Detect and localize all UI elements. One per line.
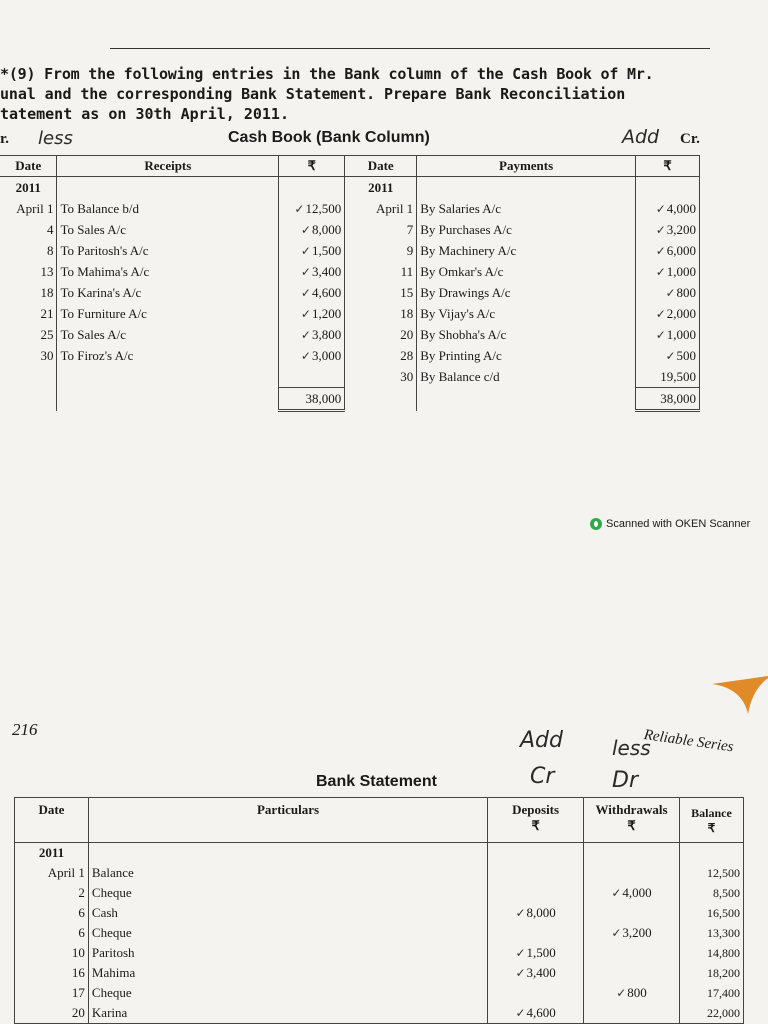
bs-deposits-header [488, 798, 584, 843]
cash-book-header-row [0, 156, 700, 177]
receipt-amount-tick-icon: ✓ [300, 327, 311, 342]
bs-withdrawals [584, 963, 680, 983]
payment-amount: 19,500 [636, 366, 700, 388]
receipt-particulars: To Furniture A/c [57, 303, 279, 324]
balance-label: Balance [691, 806, 732, 820]
scanner-watermark [590, 518, 750, 530]
payment-amount: 3,200 [666, 221, 696, 237]
bs-withdrawals-value: 4,000 [622, 885, 652, 900]
payment-amount: 4,000 [666, 200, 696, 216]
payment-amount: 500 [676, 347, 696, 363]
table-row [0, 240, 700, 261]
receipt-date: 4 [46, 221, 54, 237]
withdrawals-currency: ₹ [627, 818, 636, 833]
payment-amount-header: ₹ [636, 156, 700, 177]
less-annotation-top: less [38, 128, 73, 149]
table-row [0, 324, 700, 345]
cr-label: Cr. [680, 131, 700, 147]
payment-year: 2011 [345, 177, 417, 199]
bs-withdrawals [584, 943, 680, 963]
receipt-amount-tick-icon: ✓ [300, 243, 311, 258]
receipt-date: April 1 [16, 200, 54, 216]
bs-deposits [488, 983, 584, 1003]
table-row [0, 303, 700, 324]
bs-withdrawals-tick-icon: ✓ [616, 986, 627, 1000]
receipt-particulars: To Firoz's A/c [57, 345, 279, 366]
add-annotation-top: Add [622, 126, 660, 148]
receipt-particulars: To Sales A/c [57, 324, 279, 345]
scanner-label: Scanned with OKEN Scanner [606, 518, 751, 530]
payment-particulars: By Printing A/c [417, 345, 636, 366]
receipt-amount: 8,000 [311, 221, 342, 237]
bs-withdrawals-value: 800 [627, 985, 647, 1000]
receipt-year: 2011 [15, 179, 41, 195]
receipt-date: 30 [40, 347, 54, 363]
payment-amount: 6,000 [666, 242, 696, 258]
bs-balance-header [680, 798, 744, 843]
payment-amount-tick-icon: ✓ [665, 285, 676, 300]
bs-deposits-tick-icon: ✓ [515, 966, 526, 980]
bs-deposits [488, 863, 584, 883]
bs-balance: 8,500 [680, 883, 744, 903]
receipt-date: 25 [40, 326, 54, 342]
bs-balance: 17,400 [680, 983, 744, 1003]
add-annotation-bottom: Add [520, 728, 563, 753]
table-row [15, 863, 744, 883]
bs-withdrawals [584, 883, 680, 903]
receipt-amount: 3,000 [311, 347, 342, 363]
receipt-amount-tick-icon: ✓ [300, 222, 311, 237]
payment-amount: 2,000 [666, 305, 696, 321]
receipt-particulars: To Mahima's A/c [57, 261, 279, 282]
table-row [0, 345, 700, 366]
table-row [15, 983, 744, 1003]
payment-amount: 1,000 [666, 326, 696, 342]
bs-deposits [488, 963, 584, 983]
bs-balance: 12,500 [680, 863, 744, 883]
payment-date: 20 [345, 324, 417, 345]
bank-statement-header-row [15, 798, 744, 843]
bs-balance: 14,800 [680, 943, 744, 963]
receipt-date: 18 [40, 284, 54, 300]
receipt-particulars: To Karina's A/c [57, 282, 279, 303]
bs-particulars-header: Particulars [88, 798, 487, 843]
receipt-amount-tick-icon: ✓ [300, 285, 311, 300]
bs-withdrawals-value: 3,200 [622, 925, 652, 940]
bs-date: 10 [71, 945, 85, 960]
table-row [0, 261, 700, 282]
bs-particulars: Cash [88, 903, 487, 923]
bs-date: 6 [78, 925, 85, 940]
payment-particulars: By Vijay's A/c [417, 303, 636, 324]
question-line-1: *(9) From the following entries in the Bank column of the Cash Book of Mr. [0, 65, 654, 83]
receipt-amount: 12,500 [305, 200, 342, 216]
payment-date: 28 [345, 345, 417, 366]
page-number: 216 [12, 720, 38, 739]
bs-date: 2 [78, 885, 85, 900]
receipt-date: 8 [46, 242, 54, 258]
bs-withdrawals-header [584, 798, 680, 843]
bs-withdrawals [584, 983, 680, 1003]
payment-amount: 800 [676, 284, 696, 300]
receipts-total: 38,000 [279, 388, 345, 411]
bs-particulars: Cheque [88, 883, 487, 903]
payment-amount-tick-icon: ✓ [655, 222, 666, 237]
payment-particulars: By Machinery A/c [417, 240, 636, 261]
bs-deposits [488, 903, 584, 923]
payment-amount-tick-icon: ✓ [655, 243, 666, 258]
payment-date: 18 [345, 303, 417, 324]
oken-logo-icon [590, 518, 602, 530]
receipt-amount-tick-icon: ✓ [300, 264, 311, 279]
receipt-particulars: To Sales A/c [57, 219, 279, 240]
cash-book-title: Cash Book (Bank Column) [228, 129, 430, 146]
table-row [0, 198, 700, 219]
dr-label: r. [0, 131, 10, 147]
deposits-currency: ₹ [531, 818, 540, 833]
payment-date: 7 [345, 219, 417, 240]
payments-header: Payments [417, 156, 636, 177]
table-row [15, 883, 744, 903]
receipt-amount: 1,200 [311, 305, 342, 321]
bs-date: 17 [71, 985, 85, 1000]
table-row [0, 366, 700, 388]
bs-withdrawals-tick-icon: ✓ [611, 926, 622, 940]
payment-particulars: By Balance c/d [417, 366, 636, 388]
payment-amount-tick-icon: ✓ [665, 348, 676, 363]
bs-withdrawals [584, 903, 680, 923]
table-row [0, 177, 700, 199]
payment-particulars: By Omkar's A/c [417, 261, 636, 282]
table-row [15, 903, 744, 923]
bs-deposits [488, 923, 584, 943]
bs-deposits-tick-icon: ✓ [515, 1006, 526, 1020]
receipt-amount: 4,600 [311, 284, 342, 300]
receipts-header: Receipts [57, 156, 279, 177]
table-row [15, 943, 744, 963]
bs-deposits-tick-icon: ✓ [515, 946, 526, 960]
receipt-date: 21 [40, 305, 54, 321]
payment-amount-tick-icon: ✓ [655, 264, 666, 279]
payment-particulars: By Purchases A/c [417, 219, 636, 240]
receipt-amount-tick-icon: ✓ [300, 306, 311, 321]
bs-particulars: Mahima [88, 963, 487, 983]
payment-particulars: By Salaries A/c [417, 198, 636, 219]
receipt-particulars: To Paritosh's A/c [57, 240, 279, 261]
page-fold-mark [712, 676, 768, 716]
payment-particulars: By Shobha's A/c [417, 324, 636, 345]
cash-book-table [0, 155, 700, 412]
bs-date: 6 [78, 905, 85, 920]
bank-statement-table [14, 797, 744, 1024]
receipt-amount-tick-icon: ✓ [300, 348, 311, 363]
payment-amount-tick-icon: ✓ [655, 327, 666, 342]
table-row [15, 1003, 744, 1024]
payment-amount-tick-icon: ✓ [655, 306, 666, 321]
bs-particulars: Cheque [88, 923, 487, 943]
receipt-amount: 3,800 [311, 326, 342, 342]
bs-particulars: Paritosh [88, 943, 487, 963]
bs-deposits-value: 3,400 [526, 965, 556, 980]
table-row [0, 219, 700, 240]
bank-statement-title: Bank Statement [316, 773, 437, 790]
bs-withdrawals [584, 863, 680, 883]
receipt-amount-tick-icon: ✓ [294, 201, 305, 216]
bs-deposits-value: 4,600 [526, 1005, 556, 1020]
bs-deposits-tick-icon: ✓ [515, 906, 526, 920]
payment-date-header: Date [345, 156, 417, 177]
table-row [15, 963, 744, 983]
receipt-date-header: Date [0, 156, 57, 177]
dr-annotation: Dr [612, 768, 638, 793]
bs-deposits [488, 883, 584, 903]
bs-particulars: Karina [88, 1003, 487, 1024]
bs-date-header: Date [15, 798, 89, 843]
bs-withdrawals [584, 923, 680, 943]
payment-date: 15 [345, 282, 417, 303]
bs-date: 20 [71, 1005, 85, 1020]
less-annotation-bottom: less [612, 736, 651, 760]
bs-particulars: Cheque [88, 983, 487, 1003]
bs-balance: 18,200 [680, 963, 744, 983]
payment-date: 9 [345, 240, 417, 261]
payment-amount-tick-icon: ✓ [655, 201, 666, 216]
receipt-date: 13 [40, 263, 54, 279]
bs-deposits [488, 943, 584, 963]
payment-date: 11 [345, 261, 417, 282]
bs-date: April 1 [47, 865, 85, 880]
bs-balance: 13,300 [680, 923, 744, 943]
deposits-label: Deposits [512, 802, 560, 817]
receipt-amount-header: ₹ [279, 156, 345, 177]
bs-date: 16 [71, 965, 85, 980]
bs-balance: 16,500 [680, 903, 744, 923]
cr-annotation: Cr [530, 764, 555, 789]
payment-amount: 1,000 [666, 263, 696, 279]
withdrawals-label: Withdrawals [595, 802, 668, 817]
receipt-particulars: To Balance b/d [57, 198, 279, 219]
bs-balance: 22,000 [680, 1003, 744, 1024]
top-rule [110, 48, 710, 49]
question-line-3: tatement as on 30th April, 2011. [0, 105, 289, 123]
balance-currency: ₹ [707, 821, 716, 835]
payment-date: 30 [345, 366, 417, 388]
table-row [15, 843, 744, 864]
bs-withdrawals-tick-icon: ✓ [611, 886, 622, 900]
payment-date: April 1 [345, 198, 417, 219]
table-row [0, 282, 700, 303]
bs-deposits-value: 1,500 [526, 945, 556, 960]
bs-deposits [488, 1003, 584, 1024]
bs-year: 2011 [38, 845, 65, 860]
cash-book-total-row [0, 388, 700, 411]
series-label: Reliable Series [642, 727, 735, 756]
question-line-2: unal and the corresponding Bank Statement. Prepare Bank Reconciliation [0, 85, 626, 103]
table-row [15, 923, 744, 943]
bs-withdrawals [584, 1003, 680, 1024]
receipt-amount: 3,400 [311, 263, 342, 279]
receipt-amount: 1,500 [311, 242, 342, 258]
payments-total: 38,000 [636, 388, 700, 411]
payment-particulars: By Drawings A/c [417, 282, 636, 303]
bs-particulars: Balance [88, 863, 487, 883]
bs-deposits-value: 8,000 [526, 905, 556, 920]
